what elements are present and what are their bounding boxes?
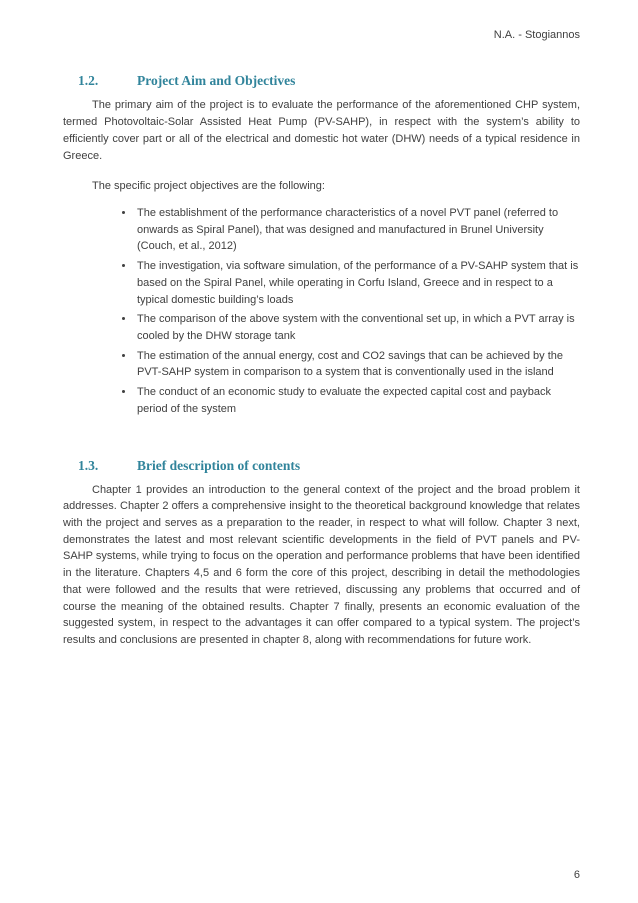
section-heading-1-2 (78, 73, 580, 89)
body-paragraph-contents: Chapter 1 provides an introduction to the general context of the project and the broad problem it addresses. Chapter 2 offers a comprehensive insight to the theoretical background knowledge that relates with the project and serves as a preparation to the reader, in respect to what will follow. Chapter 3 next, demonstrates the latest and most relevant scientific developments in the field of PVT panels and PV-SAHP systems, while trying to focus on the operation and performance problems that have been identified in the literature. Chapters 4,5 and 6 form the core of this project, describing in detail the methodologies that were followed and the results that were retrieved, discussing any problems that occurred and of course the meaning of the obtained results. Chapter 7 finally, presents an economic evaluation of the suggested system, in respect to the advantages it can offer compared to a typical system. The project’s results and conclusions are presented in chapter 8, along with recommendations for future work. (63, 483, 580, 647)
heading-title: Brief description of contents (137, 457, 301, 473)
bullet-item: • The estimation of the annual energy, cost and CO2 savings that can be achieved by the PVT-SAHP system in comparison to a system that is conventionally used in the island (135, 348, 580, 381)
page-header (63, 28, 580, 43)
section-heading-1-3 (78, 458, 580, 474)
heading-number: 1.3. (78, 457, 99, 473)
objectives-bullet-list (63, 205, 580, 418)
page-number: 6 (573, 869, 580, 881)
bullet-item: • The conduct of an economic study to evaluate the expected capital cost and payback period of the system (135, 384, 580, 417)
heading-title: Project Aim and Objectives (137, 73, 296, 89)
bullet-item: • The investigation, via software simulation, of the performance of a PV-SAHP system that is based on the Spiral Panel, while operating in Corfu Island, Greece and in respect to a typical domestic building’s loads (135, 258, 580, 308)
bullet-item: • The comparison of the above system with the conventional set up, in which a PVT array is cooled by the DHW storage tank (135, 311, 580, 344)
body-paragraph-objectives-leadin: The specific project objectives are the following: (92, 180, 325, 193)
heading-number: 1.2. (78, 73, 99, 89)
author-name: N.A. - Stogiannos (493, 29, 580, 41)
body-paragraph-aim: The primary aim of the project is to evaluate the performance of the aforementioned CHP system, termed Photovoltaic-Solar Assisted Heat Pump (PV-SAHP), in respect with the system’s ability to efficiently cover part or all of the electrical and domestic hot water (DHW) needs of a typical residence in Greece. (63, 99, 580, 162)
bullet-item: • The establishment of the performance characteristics of a novel PVT panel (referred to onwards as Spiral Panel), that was designed and manufactured in Brunel University (Couch, et al., 2012) (135, 205, 580, 255)
